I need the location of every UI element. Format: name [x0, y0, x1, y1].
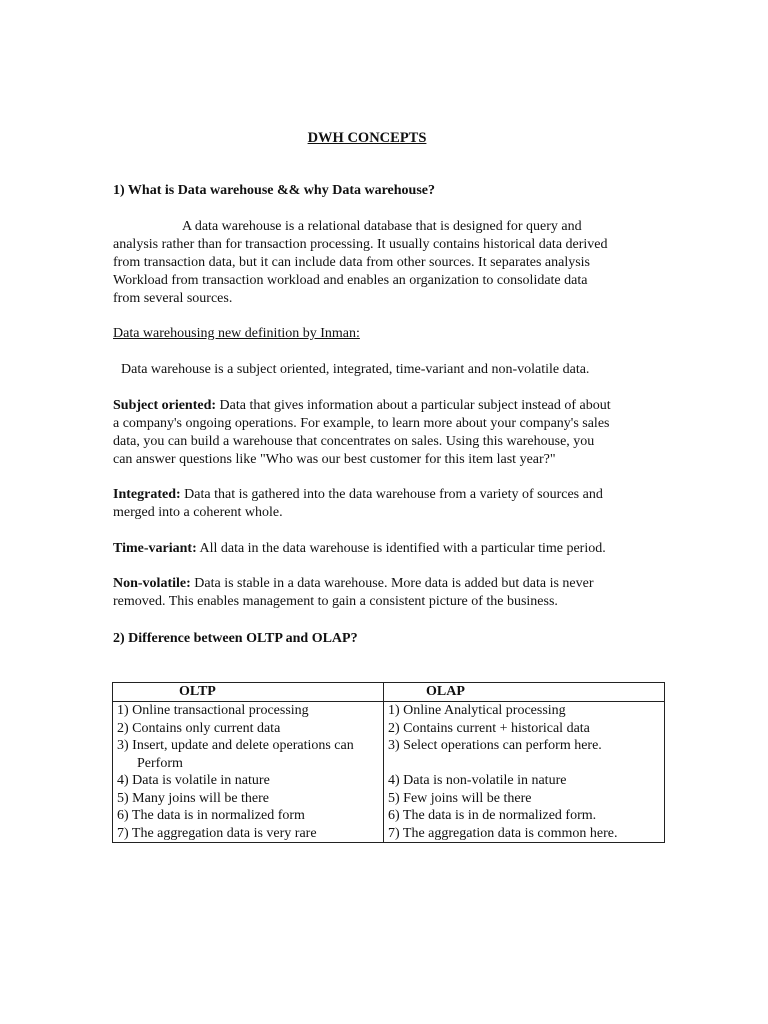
section2-heading: 2) Difference between OLTP and OLAP?	[113, 631, 358, 646]
term-text: Data that is gathered into the data warehouse from a variety of sources and	[180, 487, 603, 502]
term-text: can answer questions like "Who was our best customer for this item last year?"	[113, 452, 556, 467]
term-label: Subject oriented:	[113, 398, 217, 413]
inman-definition: Data warehouse is a subject oriented, integrated, time-variant and non-volatile data.	[121, 362, 590, 377]
term-text: a company's ongoing operations. For example, to learn more about your company's sales	[113, 416, 610, 431]
oltp-line: 4) Data is volatile in nature	[117, 773, 270, 788]
term-text: Data is stable in a data warehouse. More data is added but data is never	[190, 576, 594, 591]
header-olap: OLAP	[384, 683, 665, 702]
oltp-line: 5) Many joins will be there	[117, 790, 270, 806]
oltp-line: 1) Online transactional processing	[117, 703, 309, 718]
oltp-olap-table	[112, 682, 665, 843]
table-row	[113, 702, 665, 843]
term-non-volatile	[113, 575, 673, 611]
term-text: data, you can build a warehouse that concentrates on sales. Using this warehouse, you	[113, 434, 595, 449]
oltp-cell	[113, 702, 384, 843]
intro-line: from several sources.	[113, 291, 233, 306]
table-header-row	[113, 683, 665, 702]
term-first-line	[113, 575, 673, 593]
intro-paragraph	[113, 218, 673, 308]
term-time-variant	[113, 540, 673, 558]
term-text: removed. This enables management to gain a consistent picture of the business.	[113, 594, 558, 609]
oltp-line: 2) Contains only current data	[117, 720, 281, 736]
olap-cell	[384, 702, 665, 843]
term-integrated	[113, 486, 673, 522]
olap-line: 1) Online Analytical processing	[388, 703, 566, 718]
intro-line: Workload from transaction workload and enables an organization to consolidate data	[113, 273, 588, 288]
olap-line: 7) The aggregation data is common here.	[388, 825, 618, 841]
document-title: DWH CONCEPTS	[307, 130, 427, 146]
oltp-line: 6) The data is in normalized form	[117, 808, 305, 823]
term-text: merged into a coherent whole.	[113, 505, 283, 520]
term-text: All data in the data warehouse is identified with a particular time period.	[196, 541, 606, 556]
term-subject-oriented	[113, 397, 673, 469]
term-first-line	[113, 540, 673, 558]
term-first-line	[113, 397, 673, 415]
oltp-line: 3) Insert, update and delete operations can	[117, 738, 354, 753]
olap-line: 5) Few joins will be there	[388, 790, 532, 806]
term-text: Data that gives information about a particular subject instead of about	[216, 398, 611, 413]
olap-line: 2) Contains current + historical data	[388, 720, 590, 736]
inman-heading: Data warehousing new definition by Inman:	[113, 326, 360, 341]
term-label: Non-volatile:	[113, 576, 191, 591]
olap-line: 6) The data is in de normalized form.	[388, 808, 597, 823]
intro-line: analysis rather than for transaction processing. It usually contains historical data derived	[113, 237, 608, 252]
oltp-line: 7) The aggregation data is very rare	[117, 825, 317, 841]
intro-line: A data warehouse is a relational database that is designed for query and	[182, 219, 582, 234]
oltp-line: Perform	[137, 755, 183, 771]
term-first-line	[113, 486, 673, 504]
term-label: Time-variant:	[113, 541, 197, 556]
olap-line-blank	[388, 755, 664, 773]
term-label: Integrated:	[113, 487, 181, 502]
section1-heading: 1) What is Data warehouse && why Data warehouse?	[113, 183, 435, 198]
header-oltp: OLTP	[113, 683, 384, 702]
intro-line: from transaction data, but it can include data from other sources. It separates analysis	[113, 255, 590, 270]
olap-line: 4) Data is non-volatile in nature	[388, 773, 567, 788]
olap-line: 3) Select operations can perform here.	[388, 738, 602, 753]
